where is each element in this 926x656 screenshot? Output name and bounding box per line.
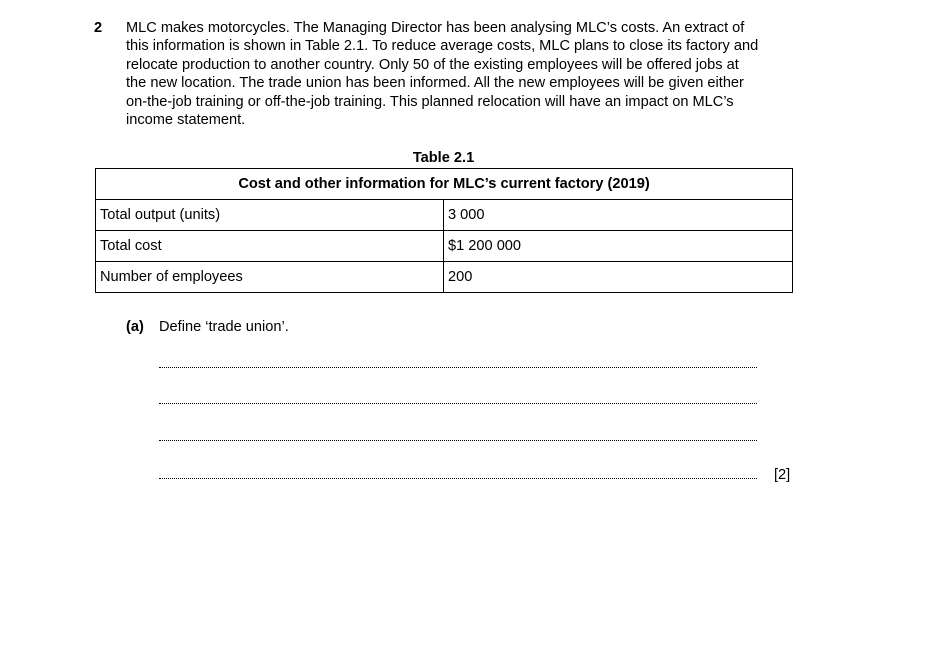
- question-text-line: this information is shown in Table 2.1. To reduce average costs, MLC plans to close its factory and: [126, 38, 759, 55]
- answer-line[interactable]: [159, 367, 757, 368]
- table-row: [96, 231, 793, 262]
- info-table: [95, 168, 793, 293]
- table-header-row: [96, 169, 793, 200]
- question-text-line: income statement.: [126, 112, 246, 129]
- table-row: [96, 262, 793, 293]
- table-row-value: 3 000: [444, 200, 793, 231]
- question-text-line: the new location. The trade union has been informed. All the new employees will be given either: [126, 75, 744, 92]
- table-caption: Table 2.1: [412, 150, 475, 166]
- question-text-line: on-the-job training or off-the-job training. This planned relocation will have an impact on MLC’s: [126, 93, 734, 110]
- table-row-label: Total cost: [96, 231, 444, 262]
- answer-line[interactable]: [159, 478, 757, 479]
- table-header: Cost and other information for MLC’s current factory (2019): [96, 169, 793, 200]
- answer-line[interactable]: [159, 403, 757, 404]
- marks-label: [2]: [774, 467, 791, 483]
- question-text: [126, 19, 806, 129]
- table-row-value: 200: [444, 262, 793, 293]
- table-row-value: $1 200 000: [444, 231, 793, 262]
- question-text-line: relocate production to another country. Only 50 of the existing employees will be offered jobs at: [126, 56, 739, 73]
- table-row-label: Number of employees: [96, 262, 444, 293]
- question-number: 2: [94, 20, 103, 36]
- question-text-line: MLC makes motorcycles. The Managing Director has been analysing MLC’s costs. An extract of: [126, 20, 745, 36]
- answer-line[interactable]: [159, 440, 757, 441]
- table-row-label: Total output (units): [96, 200, 444, 231]
- part-a-question: Define ‘trade union’.: [159, 319, 289, 335]
- part-a-label: (a): [126, 319, 144, 335]
- table-row: [96, 200, 793, 231]
